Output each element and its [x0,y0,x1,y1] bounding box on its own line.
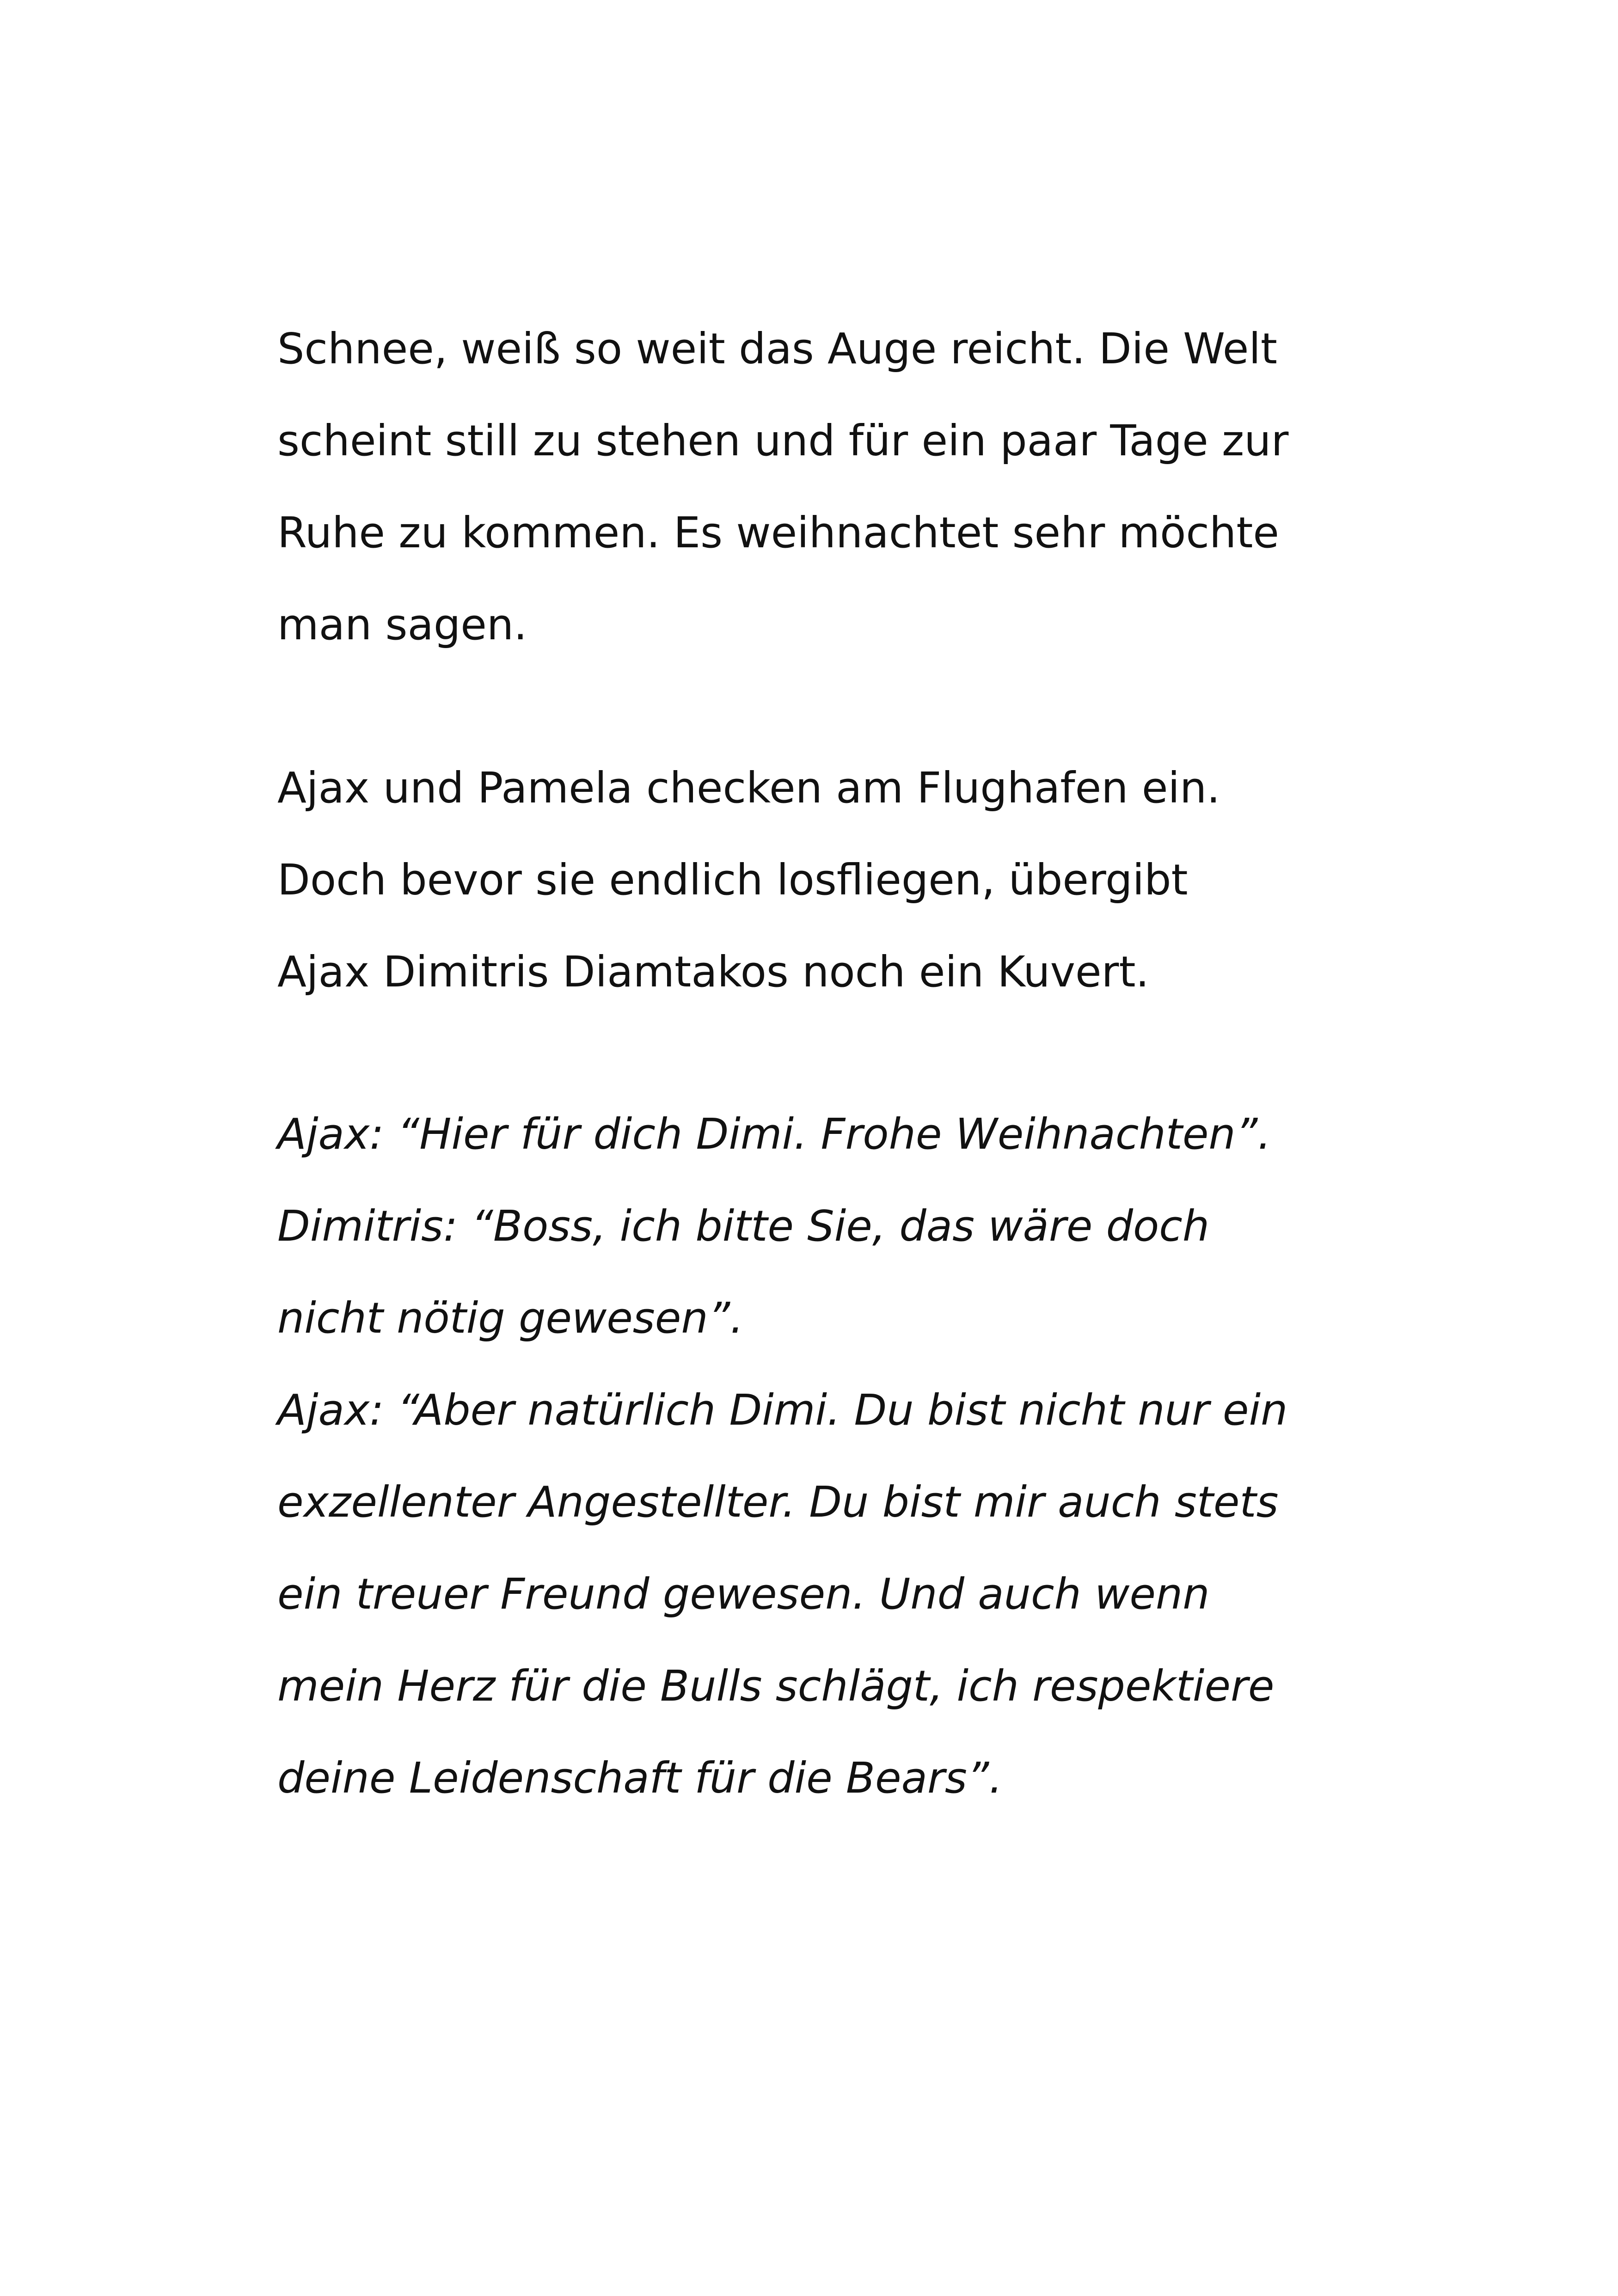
dialogue-line: deine Leidenschaft für die Bears”. [277,1753,1003,1803]
narration-paragraph-snow [277,303,1387,671]
dialogue-line: nicht nötig gewesen”. [277,1293,744,1343]
text-line: scheint still zu stehen und für ein paar Tage zur [277,416,1289,465]
dialogue-paragraph [277,1088,1387,1824]
dialogue-line: Ajax: “Aber natürlich Dimi. Du bist nicht nur ein [277,1385,1288,1435]
dialogue-line: Dimitris: “Boss, ich bitte Sie, das wäre doch [277,1201,1210,1251]
text-line: Schnee, weiß so weit das Auge reicht. Die Welt [277,324,1277,373]
dialogue-line: mein Herz für die Bulls schlägt, ich respektiere [277,1661,1275,1711]
dialogue-line: ein treuer Freund gewesen. Und auch wenn [277,1569,1210,1619]
narration-paragraph-airport [277,742,1387,1018]
dialogue-line: Ajax: “Hier für dich Dimi. Frohe Weihnachten”. [277,1109,1271,1159]
text-line: Doch bevor sie endlich losfliegen, übergibt [277,855,1188,905]
text-line: Ajax Dimitris Diamtakos noch ein Kuvert. [277,947,1149,997]
dialogue-line: exzellenter Angestellter. Du bist mir auch stets [277,1477,1279,1527]
text-line: man sagen. [277,600,527,649]
text-line: Ruhe zu kommen. Es weihnachtet sehr möchte [277,508,1279,557]
text-line: Ajax und Pamela checken am Flughafen ein. [277,763,1220,813]
